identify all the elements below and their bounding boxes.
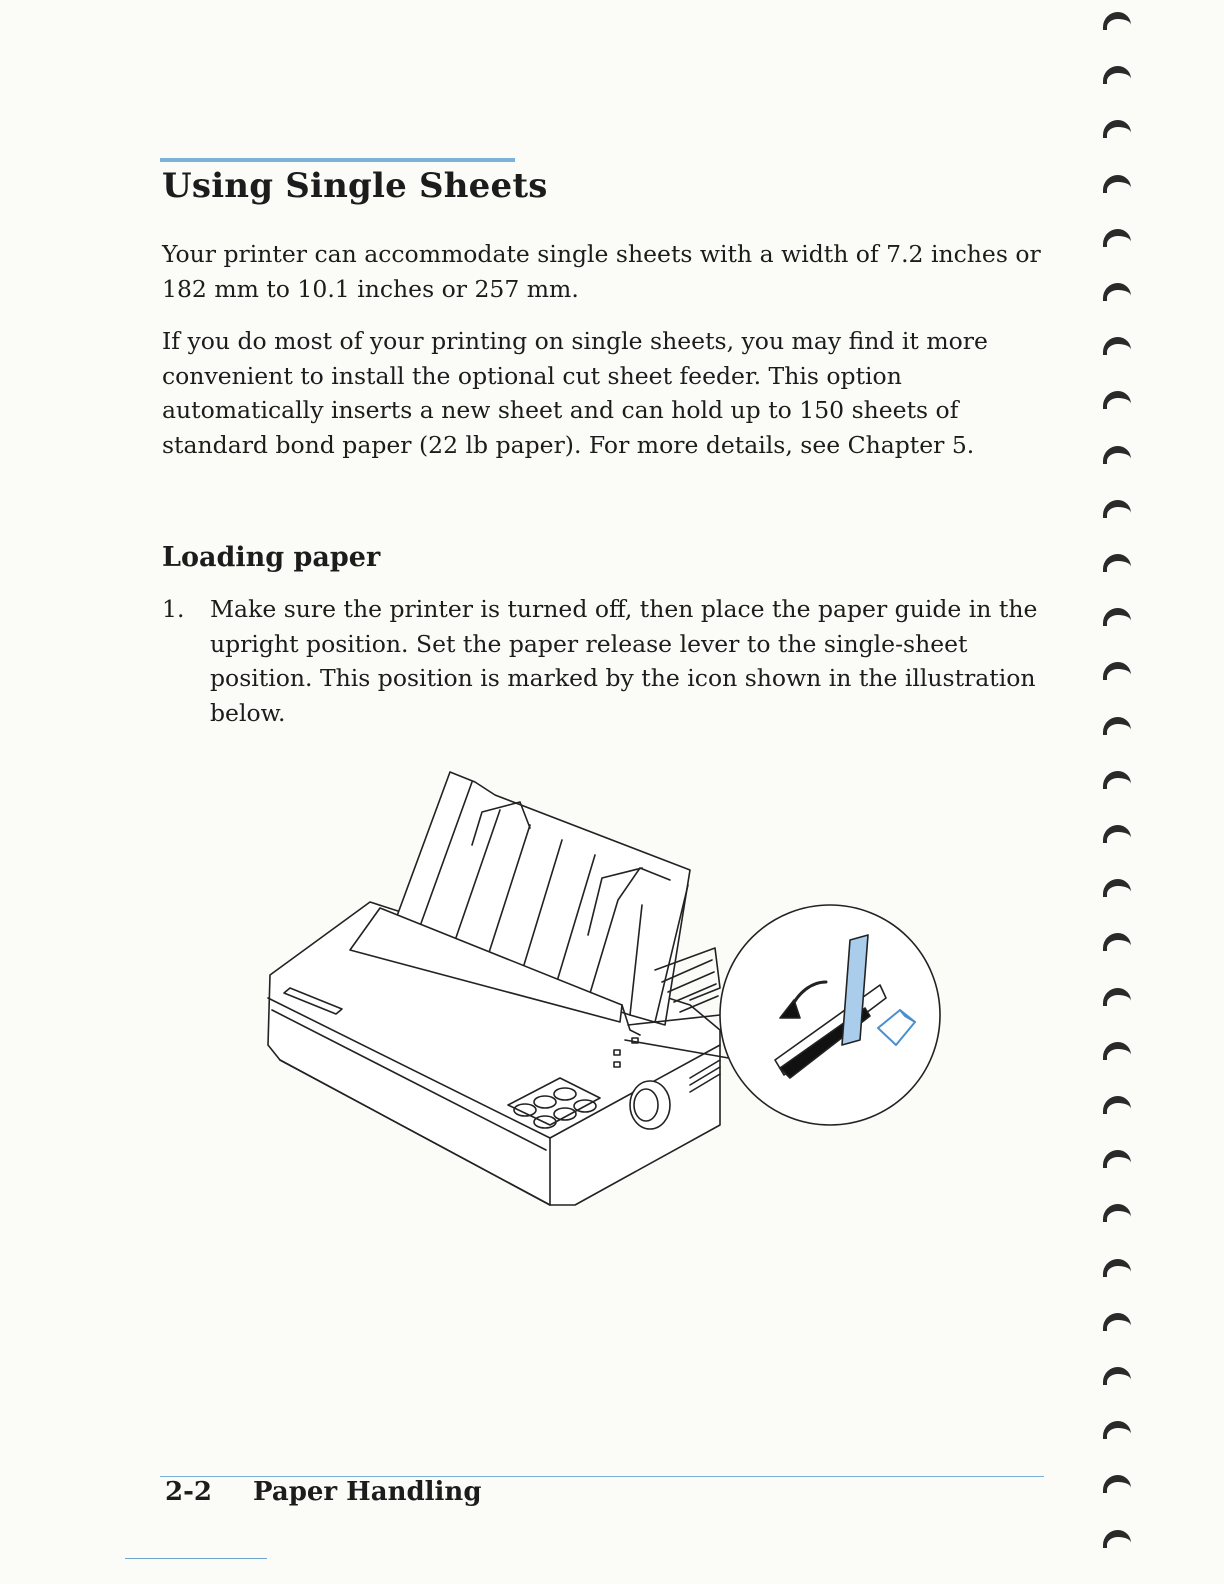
binding-hole [1103, 1259, 1131, 1277]
step-number: 1. [162, 595, 185, 623]
paragraph-cut-sheet-feeder: If you do most of your printing on single sheets, you may find it more convenient to install the optional cut sheet feeder. This option automatically inserts a new sheet and can hold up to 150 sheets of standard bond paper (22 lb paper). For more details, see Chapter 5. [162, 327, 988, 459]
binding-hole [1103, 771, 1131, 789]
binding-hole [1103, 988, 1131, 1006]
binding-hole [1103, 1530, 1131, 1548]
spiral-binding [1096, 0, 1146, 1584]
binding-hole [1103, 1475, 1131, 1493]
chapter-title: Paper Handling [253, 1477, 482, 1507]
binding-hole [1103, 1150, 1131, 1168]
binding-hole [1103, 500, 1131, 518]
corner-rule [125, 1558, 267, 1559]
binding-hole [1103, 825, 1131, 843]
binding-hole [1103, 554, 1131, 572]
paragraph-width-spec: Your printer can accommodate single sheets with a width of 7.2 inches or 182 mm to 10.1 inches or 257 mm. [162, 240, 1041, 303]
binding-hole [1103, 337, 1131, 355]
subheading-loading-paper: Loading paper [162, 542, 381, 573]
binding-hole [1103, 120, 1131, 138]
binding-hole [1103, 1204, 1131, 1222]
lever-detail-circle [720, 905, 940, 1125]
binding-hole [1103, 1313, 1131, 1331]
binding-hole [1103, 175, 1131, 193]
binding-hole [1103, 1096, 1131, 1114]
binding-hole [1103, 1367, 1131, 1385]
binding-hole [1103, 1042, 1131, 1060]
binding-hole [1103, 662, 1131, 680]
page-number: 2-2 [165, 1477, 212, 1507]
platen-knob [630, 1081, 670, 1129]
binding-hole [1103, 66, 1131, 84]
section-title: Using Single Sheets [162, 166, 548, 206]
binding-hole [1103, 12, 1131, 30]
binding-hole [1103, 717, 1131, 735]
step-text: Make sure the printer is turned off, then place the paper guide in the upright position. Set the paper release lever to the single-sheet position. This position is marked by the icon shown in the illustration below. [210, 595, 1038, 727]
printer-illustration [250, 760, 950, 1210]
section-title-rule [160, 158, 515, 162]
binding-hole [1103, 879, 1131, 897]
binding-hole [1103, 446, 1131, 464]
binding-hole [1103, 391, 1131, 409]
binding-hole [1103, 608, 1131, 626]
binding-hole [1103, 933, 1131, 951]
binding-hole [1103, 1421, 1131, 1439]
binding-hole [1103, 229, 1131, 247]
binding-hole [1103, 283, 1131, 301]
